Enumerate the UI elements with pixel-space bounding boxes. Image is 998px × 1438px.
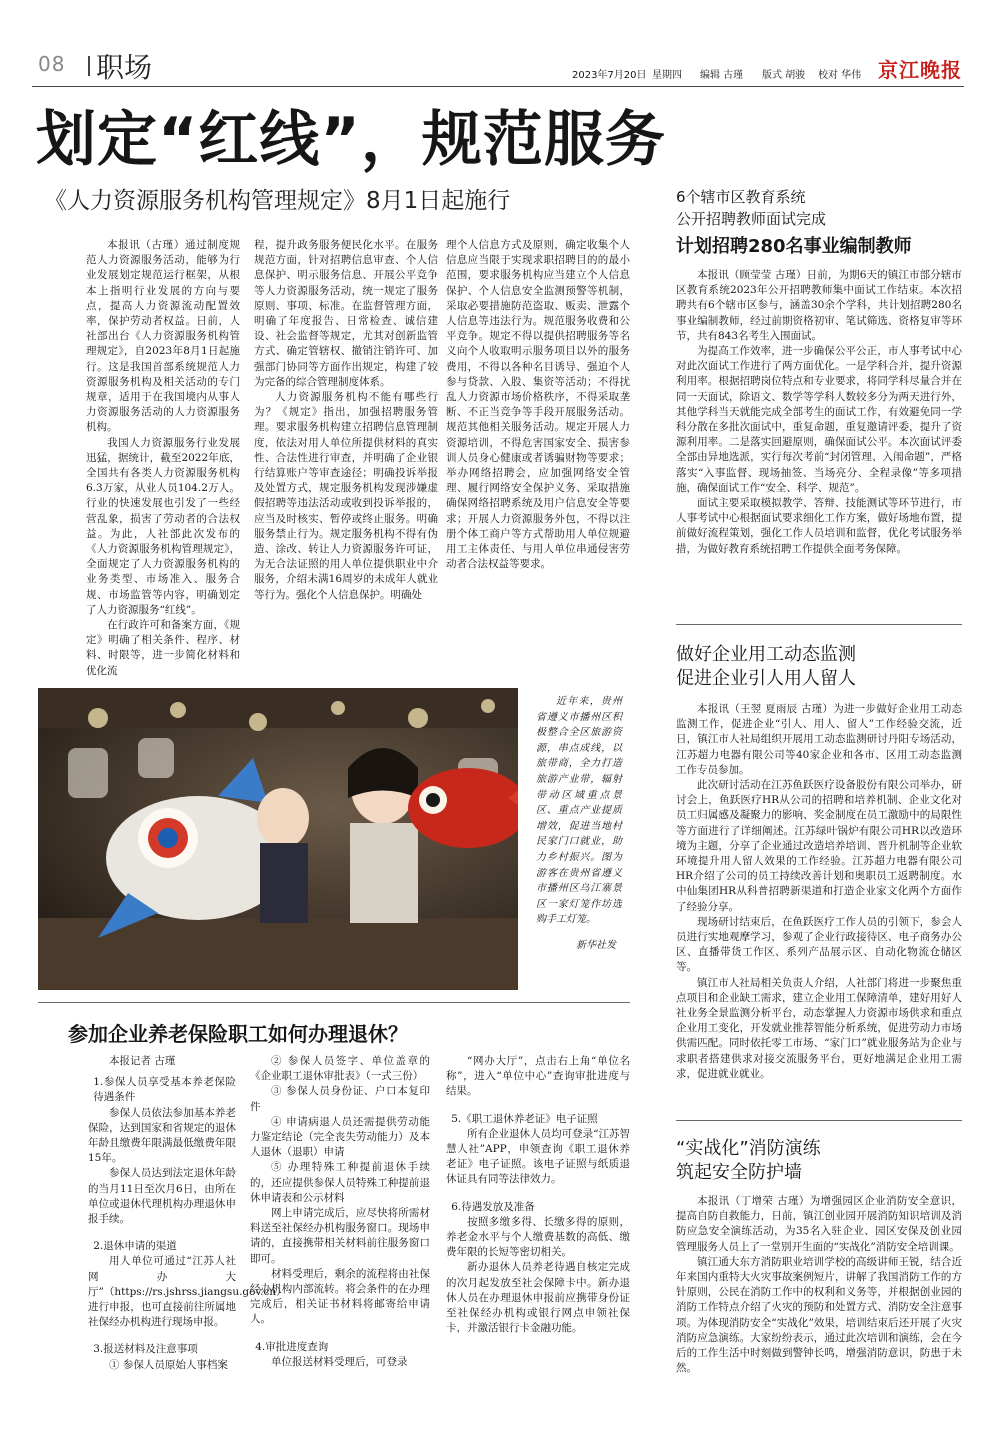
pension-subhead: 5.《职工退休养老证》电子证照 <box>451 1112 598 1125</box>
pension-subhead: 3.报送材料及注意事项 <box>93 1343 198 1356</box>
monitor-paragraph: 镇江市人社局相关负责人介绍，人社部门将进一步聚焦重点项目和企业缺工需求，建立企业用工保障清单，建好用好人社业务全景监测分析平台，动态掌握人力资源市场供求和重点企业用工变化，开发就业推荐智能分析系统，促进劳动力市场供需匹配。同时依托零工市场、“家门口”就业服务站为企业与求职者搭建供求对接交流服务平台，更好地满足企业用工需求，促进就业就业。 <box>676 976 962 1080</box>
teacher-paragraph: 面试主要采取模拟教学、答辩、技能测试等环节进行，市人事考试中心根据面试要求细化工作方案，做好场地布置，提前做好流程策划，强化工作人员培训和监督，优化考试服务举措，为做好教育系统招聘工作提供全面考务保障。 <box>676 497 962 555</box>
pension-paragraph: ① 参保人员原始人事档案 <box>109 1358 228 1371</box>
teacher-paragraph: 本报讯（顾莹莹 古瑾）日前，为期6天的镇江市部分辖市区教育系统2023年公开招聘教师集中面试工作结束。本次招聘共有6个辖市区参与，涵盖30余个学科，共计划招聘280名事业编制教师，经过前期资格初审、笔试筛选、资格复审等环节，共有843名考生入围面试。 <box>676 269 962 342</box>
fire-paragraph: 镇江通大东方消防职业培训学校的高级讲师王锐，结合近年来国内重特大火灾事故案例短片，讲解了我国消防工作的方针原则，公民在消防工作中的权利和义务等，并根据创业园的消防工作特点介绍了火灾的预防和处置方式、消防安全注意事项。为体现消防安全“实战化”效果，培训结束后还开展了火灾消防应急演练。大家纷纷表示，通过此次培训和演练，会在今后的工作生活中时刻做到警钟长鸣，增强消防意识，防患于未然。 <box>676 1255 962 1375</box>
lead-title: 划定“红线”，规范服务 <box>36 105 666 175</box>
lead-paragraph: 人力资源服务机构不能有哪些行为？《规定》指出，加强招聘服务管理。要求服务机构建立招聘信息管理制度，依法对用人单位所提供材料的真实性、合法性进行审查，并明确了企业银行结算账户等审查途径；明确投诉举报及处置方式，规定服务机构发现涉嫌虚假招聘等违法活动或收到投诉举报的，应当及时核实、暂停或终止服务。明确服务禁止行为。规定服务机构不得有伪造、涂改、转让人力资源服务许可证，为无合法证照的用人单位提供职业中介服务，介绍未满16周岁的未成年人就业等行为。强化个人信息保护。明确处 <box>254 391 438 601</box>
pension-paragraph: 单位报送材料受理后，可登录 <box>271 1355 408 1368</box>
pension-paragraph: “网办大厅”，点击右上角“单位名称”，进入“单位中心”查询审批进度与结果。 <box>446 1055 630 1098</box>
layout-credit: 版式 胡骏 <box>762 70 806 81</box>
pension-paragraph: 所有企业退休人员均可登录“江苏智慧人社”APP，申领查询《职工退休养老证》电子证照。该电子证照与纸质退休证具有同等法律效力。 <box>446 1127 630 1186</box>
teacher-title: 计划招聘280名事业编制教师 <box>676 236 912 257</box>
monitor-title-2: 促进企业引人用人留人 <box>676 668 856 689</box>
lead-paragraph: 本报讯（古瑾）通过制度规范人力资源服务活动，能够为行业发展划定规范运行框架，从根本上指明行业发展的方向与要点，提高人力资源流动配置效率，保护劳动者权益。日前，人社部出台《人力资源服务机构管理规定》，自2023年8月1日起施行。这是我国首部系统规范人力资源服务机构及相关活动的专门规章，适用于在我国境内从事人力资源服务活动的人力资源服务机构。 <box>86 239 240 434</box>
teacher-kicker-2: 公开招聘教师面试完成 <box>676 210 827 228</box>
pension-paragraph: ③ 参保人员身份证、户口本复印件 <box>250 1085 430 1113</box>
pension-column-2 <box>250 1054 430 1414</box>
pension-paragraph: ④ 申请病退人员还需提供劳动能力鉴定结论（完全丧失劳动能力）及本人退休（退职）申请 <box>250 1115 430 1159</box>
divider <box>676 1120 962 1121</box>
pension-title: 参加企业养老保险职工如何办理退休？ <box>68 1022 408 1046</box>
page-number: 08 <box>38 52 66 76</box>
lead-column-1 <box>86 238 240 678</box>
pension-paragraph: 新办退休人员养老待遇自核定完成的次月起发放至社会保障卡中。新办退休人员在办理退休申报前应携带身份证至社保经办机构或银行网点申领社保卡，并激活银行卡金融功能。 <box>446 1261 630 1335</box>
teacher-kicker-1: 6个辖市区教育系统 <box>676 188 806 206</box>
pension-paragraph: 参保人员达到法定退休年龄的当月11日至次月6日，由所在单位或退休代理机构办理退休申报手续。 <box>88 1167 236 1226</box>
proof-credit: 校对 华伟 <box>818 70 862 81</box>
pension-subhead: 6.待遇发放及准备 <box>451 1200 535 1213</box>
pension-column-1 <box>88 1054 287 1414</box>
monitor-paragraph: 此次研讨活动在江苏鱼跃医疗设备股份有限公司举办，研讨会上，鱼跃医疗HR从公司的招聘和培养机制、企业文化对员工归属感及凝聚力的影响、奖金制度在员工激励中的局限性等方面进行了详细阐述。江苏绿叶锅炉有限公司HR以改造环境为主题，分享了企业通过改造培养培训、晋升机制等企业软环境提升用人留人效果的工作经验。江苏超力电器有限公司HR介绍了公司的员工持续改善计划和奥职员工返聘制度。水中仙集团HR从科普招聘新渠道和打造企业家文化两个方面作了经验分享。 <box>676 779 962 913</box>
pension-byline: 本报记者 古瑾 <box>109 1055 176 1067</box>
editor-credit: 编辑 古瑾 <box>700 70 744 81</box>
divider <box>38 1002 630 1003</box>
monitor-paragraph: 本报讯（王翌 夏雨辰 古瑾）为进一步做好企业用工动态监测工作，促进企业“引人、用人、留人”工作经验交流，近日，镇江市人社局组织开展用工动态监测研讨丹阳专场活动，江苏超力电器有限公司等40家企业和各市、区用工动态监测工作专员参加。 <box>676 703 962 776</box>
lead-paragraph: 程，提升政务服务便民化水平。在服务规范方面，针对招聘信息审查、个人信息保护、明示服务信息、开展公平竞争等人力资源服务活动，统一规定了服务原则、事项、标准。在监督管理方面，明确了年度报告、日常检查、诚信建设、社会监督等规定，尤其对创新监管方式、确定管辖权、撤销注销许可、加强部门协同等方面作出规定，构建了较为完备的综合管理制度体系。 <box>254 239 438 388</box>
pension-paragraph: 按照多缴多得、长缴多得的原则，养老金水平与个人缴费基数的高低、缴费年限的长短等密切相关。 <box>446 1215 630 1259</box>
pension-paragraph: 参保人员依法参加基本养老保险，达到国家和省规定的退休年龄且缴费年限满最低缴费年限15年。 <box>88 1106 236 1165</box>
pension-paragraph: 网上申请完成后，应尽快将所需材料送至社保经办机构服务窗口。现场申请的，直接携带相关材料前往服务窗口即可。 <box>250 1207 430 1265</box>
newspaper-logo: 京江晚报 <box>878 58 962 82</box>
monitor-title-1: 做好企业用工动态监测 <box>676 644 856 665</box>
fire-paragraph: 本报讯（丁增荣 古瑾）为增强园区企业消防安全意识，提高自防自救能力，日前，镇江创业园开展消防知识培训及消防应急安全演练活动，为35名入驻企业、园区安保及创业园管理服务人员上了一堂别开生面的“实战化”消防安全培训课。 <box>676 1195 962 1253</box>
lead-paragraph: 在行政许可和备案方面，《规定》明确了相关条件、程序、材料、时限等，进一步简化材料和优化流 <box>86 619 240 677</box>
lead-subtitle: 《人力资源服务机构管理规定》8月1日起施行 <box>44 188 511 214</box>
fire-title-1: “实战化”消防演练 <box>676 1138 821 1159</box>
lead-paragraph: 理个人信息方式及原则，确定收集个人信息应当限于实现求职招聘目的的最小范围，要求服务机构应当建立个人信息保护、个人信息安全监测预警等机制，采取必要措施防范盗取、贩卖、泄露个人信息等违法行为。规范服务收费和公平竞争。规定不得以提供招聘服务等名义向个人收取明示服务项目以外的服务费用，不得以各种名目诱导、强迫个人参与贷款、入股、集资等活动；不得扰乱人力资源市场价格秩序，不得采取垄断、不正当竞争等手段开展服务活动。规范其他相关服务活动。规定开展人力资源培训，不得危害国家安全、损害参训人员身心健康或者诱骗财物等要求；举办网络招聘会，应加强网络安全管理、履行网络安全保护义务、采取措施确保网络招聘系统及用户信息安全等要求；开展人力资源服务外包，不得以注册个体工商户等方式帮助用人单位规避用工主体责任、与用人单位串通侵害劳动者合法权益等要求。 <box>446 239 630 571</box>
monitor-body <box>676 702 962 1114</box>
pension-paragraph: ⑤ 办理特殊工种提前退休手续的，还应提供参保人员特殊工种提前退休申请表和公示材料 <box>250 1161 430 1204</box>
teacher-body <box>676 268 962 616</box>
fire-body <box>676 1194 962 1420</box>
monitor-paragraph: 现场研讨结束后，在鱼跃医疗工作人员的引领下，参会人员进行实地观摩学习，参观了企业行政接待区、电子商务办公区、直播带货工作区、系列产品展示区、自动化物流仓储区等。 <box>676 915 962 974</box>
teacher-paragraph: 为提高工作效率，进一步确保公平公正，市人事考试中心对此次面试工作进行了两方面优化。一是学科合并，提升资源利用率。根据招聘岗位特点和专业要求，将同学科尽量合并在同一天面试，除语文、数学等学科人数较多分为两天进行外，其他学科当天就能完成全部考生的面试工作，有效避免同一学科分散在多批次面试中，重复命题，重复邀请评委，提升了资源利用率。二是落实回避原则，确保面试公平。本次面试评委全部由异地选派，实行每次考前“封闭管理、入闱命题”，严格落实“入事监督、现场抽签、当场亮分、全程录像”等多项措施，确保面试工作“安全、科学、规范”。 <box>676 345 962 494</box>
divider <box>676 624 962 625</box>
pension-paragraph: ② 参保人员签字、单位盖章的《企业职工退休审批表》（一式三份） <box>250 1055 430 1083</box>
pension-paragraph: 材料受理后，剩余的流程将由社保经办机构内部流转。将会条件的在办理完成后，相关证书材料将邮寄给申请人。 <box>250 1267 430 1326</box>
pension-subhead: 1.参保人员享受基本养老保险待遇条件 <box>93 1076 236 1104</box>
pension-column-3 <box>446 1054 630 1414</box>
news-photo <box>38 688 630 990</box>
photo-caption <box>536 694 622 934</box>
lead-column-2 <box>254 238 438 678</box>
fire-title-2: 筑起安全防护墙 <box>676 1162 802 1183</box>
section-name: 职场 <box>96 51 153 84</box>
pension-subhead: 4.审批进度查询 <box>255 1340 329 1353</box>
lead-column-3 <box>446 238 630 678</box>
masthead-rule <box>32 86 964 87</box>
lead-paragraph: 我国人力资源服务行业发展迅猛，据统计，截至2022年底，全国共有各类人力资源服务机构6.3万家，从业人员104.2万人。行业的快速发展也引发了一些经营乱象，损害了劳动者的合法权益。为此，人社部此次发布的《人力资源服务机构管理规定》，全面规定了人力资源服务机构的业务类型、市场准入、服务合规、市场监管等内容，明确划定了人力资源服务“红线”。 <box>86 436 240 616</box>
issue-date: 2023年7月20日 <box>572 70 647 81</box>
masthead <box>32 40 964 84</box>
photo-credit: 新华社发 <box>576 940 616 951</box>
page-number-divider <box>88 56 90 76</box>
pension-subhead: 2.退休申请的渠道 <box>93 1240 177 1253</box>
photo-caption-text: 近年来，贵州省遵义市播州区积极整合全区旅游资源，串点成线，以旅带商，全力打造旅游产业带，辐射带动区域重点景区、重点产业提质增效，促进当地村民家门口就业，助力乡村振兴。图为游客在贵州省遵义市播州区乌江寨景区一家灯笼作坊选购手工灯笼。 <box>536 696 622 926</box>
pension-paragraph: 用人单位可通过“江苏人社网办大厅”（https://rs.jshrss.jiangsu.gov.cn）进行申报，也可直接前往所属地社保经办机构进行现场申报。 <box>88 1255 287 1329</box>
issue-weekday: 星期四 <box>652 70 682 81</box>
